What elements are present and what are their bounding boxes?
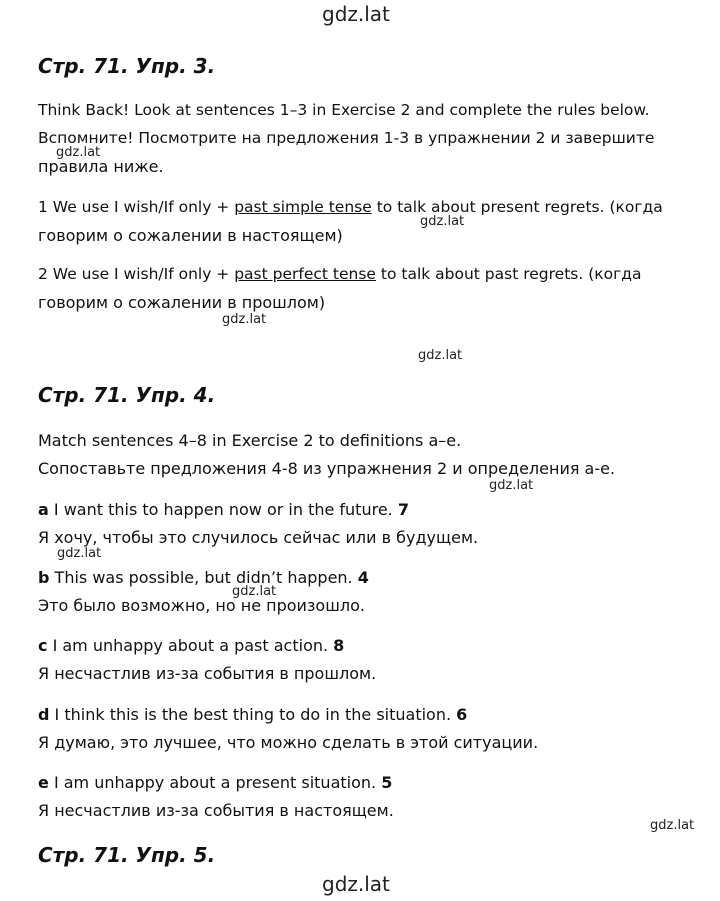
section4-instruction-ru: Сопоставьте предложения 4-8 из упражнения 2 и определения a-e. (38, 459, 616, 478)
definition-e-ru: Я несчастлив из-за события в настоящем. (38, 801, 394, 820)
definition-answer: 6 (456, 705, 468, 724)
definition-letter: a (38, 500, 49, 519)
definition-answer: 5 (381, 773, 393, 792)
rule-2-pre: 2 We use I wish/If only + (38, 265, 235, 283)
rule-1 (38, 198, 663, 216)
definition-e (38, 773, 392, 792)
rule-1-ru: говорим о сожалении в настоящем) (38, 226, 343, 245)
definition-b (38, 568, 369, 587)
watermark: gdz.lat (489, 478, 534, 493)
definition-letter: d (38, 705, 50, 724)
watermark: gdz.lat (57, 546, 102, 561)
section3-instruction-en: Think Back! Look at sentences 1–3 in Exercise 2 and complete the rules below. (38, 101, 650, 119)
definition-answer: 4 (357, 568, 369, 587)
definition-b-ru: Это было возможно, но не произошло. (38, 596, 365, 615)
section4-heading: Стр. 71. Упр. 4. (38, 383, 216, 407)
rule-1-post: to talk about present regrets. (когда (371, 198, 663, 216)
rule-1-pre: 1 We use I wish/If only + (38, 198, 235, 216)
watermark: gdz.lat (418, 348, 463, 363)
section3-instruction-ru-cont: правила ниже. (38, 157, 164, 176)
definition-answer: 7 (397, 500, 409, 519)
definition-a (38, 500, 409, 519)
section3-instruction-ru: Вспомните! Посмотрите на предложения 1-3 в упражнении 2 и завершите (38, 129, 655, 147)
watermark: gdz.lat (232, 584, 277, 599)
rule-2-post: to talk about past regrets. (когда (375, 265, 642, 283)
definition-text: I think this is the best thing to do in the situation. (49, 705, 457, 724)
definition-text: I am unhappy about a past action. (47, 636, 334, 655)
definition-text: I want this to happen now or in the future. (48, 500, 398, 519)
watermark: gdz.lat (650, 818, 695, 833)
rule-1-answer: past simple tense (234, 198, 372, 216)
definition-letter: c (38, 636, 48, 655)
watermark-top: gdz.lat (322, 2, 390, 26)
watermark: gdz.lat (222, 312, 267, 327)
definition-text: This was possible, but didn’t happen. (49, 568, 358, 587)
watermark: gdz.lat (420, 214, 465, 229)
rule-2-answer: past perfect tense (234, 265, 376, 283)
definition-d (38, 705, 467, 724)
definition-letter: b (38, 568, 50, 587)
section5-heading: Стр. 71. Упр. 5. (38, 843, 216, 867)
watermark: gdz.lat (56, 145, 101, 160)
definition-text: I am unhappy about a present situation. (48, 773, 382, 792)
watermark-bottom: gdz.lat (322, 872, 390, 896)
rule-2 (38, 265, 641, 283)
definition-answer: 8 (333, 636, 345, 655)
section3-heading: Стр. 71. Упр. 3. (38, 54, 216, 78)
section4-instruction-en: Match sentences 4–8 in Exercise 2 to definitions a–e. (38, 431, 462, 450)
rule-2-ru: говорим о сожалении в прошлом) (38, 293, 326, 312)
definition-d-ru: Я думаю, это лучшее, что можно сделать в этой ситуации. (38, 733, 539, 752)
definition-c (38, 636, 344, 655)
definition-c-ru: Я несчастлив из-за события в прошлом. (38, 664, 377, 683)
definition-a-ru: Я хочу, чтобы это случилось сейчас или в будущем. (38, 528, 479, 547)
definition-letter: e (38, 773, 49, 792)
